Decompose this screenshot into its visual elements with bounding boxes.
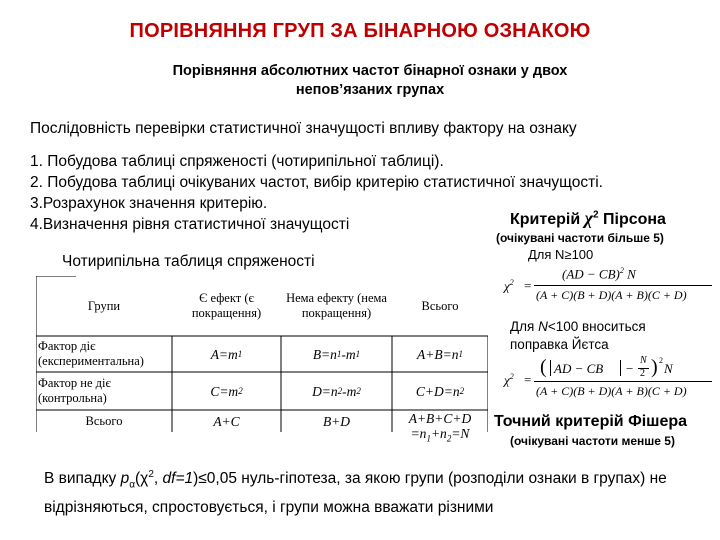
yates-line2: поправка Йєтса [510,337,609,352]
gt-sub2: 2 [446,433,452,444]
yates-lhs-chi: χ [504,372,510,388]
yates-abs-right [620,360,621,376]
contingency-table [36,276,488,456]
pearson-eq-sign: = [524,278,532,293]
cell-a [172,336,281,372]
pearson-num-core: (AD − CB) [562,266,620,282]
cell-b-sub: 1 [336,348,342,359]
slide-title: ПОРІВНЯННЯ ГРУП ЗА БІНАРНОЮ ОЗНАКОЮ [129,20,591,42]
row-experimental-group: Фактор діє (експериментальна) [38,339,144,368]
pearson-lhs-power: 2 [509,278,514,287]
yates-line1-n: N [538,319,548,334]
conclusion-p-sub: α [129,479,136,491]
fisher-criterion-title: Точний критерій Фішера [494,413,688,430]
subtitle-line-2: непов’язаних групах [295,82,445,98]
conclusion-df: df=1 [162,470,194,488]
grand-total-line-1: A+B+C+D [408,411,472,427]
cell-d-text: D=n [312,383,338,399]
cell-cd-text: C+D=n [415,383,460,399]
conclusion-part-2: (χ [135,470,149,488]
sequence-heading: Послідовність перевірки статистичної значущості впливу фактору на ознаку [30,120,577,137]
pearson-denominator: (A + C)(B + D)(A + B)(C + D) [536,288,687,302]
conclusion-p: p [120,470,130,488]
cell-ab-sub: 1 [458,348,463,359]
pearson-numerator [562,266,636,282]
conclusion-part-3: , [153,470,163,488]
yates-minus: − [626,361,634,376]
cell-c-plus-d [392,372,488,410]
cell-b-plus-d: B+D [322,413,351,429]
cell-c-text: C=m [210,383,239,399]
yates-paren-open: ( [540,356,547,378]
cell-a-plus-b [392,336,488,372]
yates-numerator [540,356,710,380]
yates-line1-a: Для [510,319,539,334]
pearson-title-suffix: Пірсона [598,211,666,228]
pearson-lhs [504,278,514,294]
table-caption: Чотирипільна таблиця спряженості [62,253,315,270]
row-control-group: Фактор не діє (контрольна) [38,376,111,405]
cell-ab-text: A+B=n [417,346,459,362]
row-total: Всього [85,413,123,428]
pearson-formula [500,264,715,314]
yates-lhs-power: 2 [509,372,514,381]
gt-a: =n [410,426,427,442]
fisher-note: (очікувані частоти менше 5) [510,434,675,448]
cell-b [281,336,392,372]
pearson-num-power: 2 [619,266,624,275]
cell-a-plus-c: A+C [213,413,240,429]
pearson-fraction-bar [534,285,712,286]
grand-total-line-2 [411,426,470,447]
conclusion-chi-power: 2 [148,469,154,480]
cell-b-tail-sub: 1 [355,348,361,359]
gt-b: +n [430,426,447,442]
cell-c [172,372,281,410]
header-no-effect: Нема ефекту (нема покращення) [286,291,387,320]
yates-note [510,318,715,354]
yates-n-over-2-num: N [640,355,647,366]
pearson-condition: Для N≥100 [528,247,594,262]
yates-line1-b: <100 вноситься [547,319,646,334]
pearson-criterion-title [510,208,666,229]
cell-grand-total [392,410,488,448]
pearson-chi: χ [584,208,593,228]
pearson-power: 2 [592,209,599,221]
yates-num-tail: N [664,361,673,376]
cell-b-tail: -m [341,346,356,362]
conclusion-part-4: )≤0,05 нуль-гіпотеза, за якою групи (розподіли ознаки в групах) не відрізняються, спростовується, і групи можна вважати різними [44,470,667,517]
yates-num-core: AD − CB [554,361,604,376]
yates-denominator: (A + C)(B + D)(A + B)(C + D) [536,384,687,398]
yates-paren-close: ) [651,356,658,378]
conclusion-text [44,463,684,519]
slide-subtitle [110,62,630,100]
yates-fraction-bar [534,381,712,382]
header-groups: Групи [87,298,121,313]
yates-formula [500,356,715,408]
subtitle-line-1: Порівняння абсолютних частот бінарної ознаки у двох [172,63,568,79]
cell-d [281,372,392,410]
conclusion-part-1: В випадку [44,470,121,488]
pearson-title-prefix: Критерій [510,211,585,228]
step-1: 1. Побудова таблиці спряженості (чотирипільної таблиці). [30,153,444,170]
pearson-num-tail: N [623,266,636,282]
gt-c: =N [451,426,470,442]
step-3: 3.Розрахунок значення критерію. [30,195,268,212]
cell-d-tail-sub: 2 [356,385,361,396]
pearson-lhs-chi: χ [504,278,510,294]
pearson-note: (очікувані частоти більше 5) [496,231,664,245]
cell-a-sub: 1 [237,348,243,359]
step-2: 2. Побудова таблиці очікуваних частот, вибір критерію статистичної значущості. [30,174,603,191]
cell-d-tail: -m [342,383,357,399]
yates-lhs [504,372,514,388]
yates-num-power: 2 [659,356,663,365]
yates-abs-left [550,360,551,376]
step-4: 4.Визначення рівня статистичної значущості [30,216,350,233]
cell-d-sub: 2 [337,385,343,396]
cell-cd-sub: 2 [459,385,465,396]
yates-n-over-2-den: 2 [640,368,645,379]
cell-a-text: A=m [210,346,238,362]
header-effect: Є ефект (є покращення) [191,291,262,320]
yates-eq-sign: = [524,372,532,387]
cell-b-text: B=n [312,346,337,362]
header-total: Всього [421,298,459,313]
cell-c-sub: 2 [238,385,243,396]
gt-sub1: 1 [426,433,431,444]
